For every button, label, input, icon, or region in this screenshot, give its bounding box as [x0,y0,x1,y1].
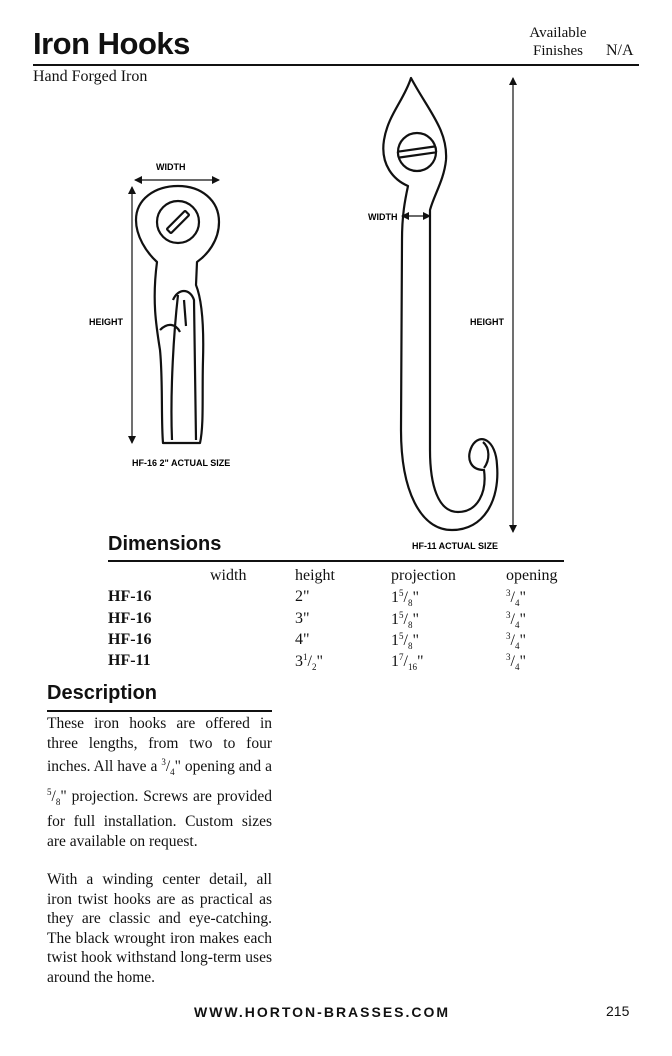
hf11-caption: HF-11 ACTUAL SIZE [412,541,499,551]
table-row-opening: $^3/_4$" [506,610,526,630]
table-row-opening: $^3/_4$" [506,631,526,651]
table-row-projection: $1^5/_8$" [391,610,419,630]
table-row-projection: $1^5/_8$" [391,631,419,651]
table-row-projection: $1^7/_{16}$" [391,652,424,672]
hf11-hook-drawing [383,78,497,530]
footer-url[interactable]: WWW.HORTON-BRASSES.COM [194,1004,451,1020]
hf16-caption: HF-16 2" ACTUAL SIZE [132,458,231,468]
description-title: Description [47,682,158,704]
dimensions-title: Dimensions [108,533,222,555]
table-row-model: HF-16 [108,588,152,605]
description-body [47,714,272,1006]
hf11-height-label: HEIGHT [470,317,505,327]
table-row-model: HF-16 [108,631,152,648]
page-number: 215 [606,1003,630,1019]
table-row-height: 4" [295,631,310,648]
hf11-width-label: WIDTH [368,212,398,222]
finishes-label-line2: Finishes [532,43,583,59]
table-row-height: 2" [295,588,310,605]
table-row-opening: $^3/_4$" [506,588,526,608]
table-row-height: $3^1/_2$" [295,652,323,672]
table-row-model: HF-11 [108,652,151,669]
description-paragraph-2: With a winding center detail, all iron twist hooks are as practical as they are classic and eye-catching. The black wrought iron makes each twist hook withstand long-term uses around the home. [47,871,272,986]
table-row-projection: $1^5/_8$" [391,588,419,608]
finishes-value: N/A [606,42,634,59]
hf16-hook-drawing [136,186,219,443]
table-row-model: HF-16 [108,610,152,627]
table-row-height: 3" [295,610,310,627]
col-header-opening: opening [506,567,558,584]
col-header-projection: projection [391,567,456,584]
col-header-width: width [210,567,247,584]
dimensions-rule [108,560,564,562]
description-rule [47,710,272,712]
page-title: Iron Hooks [33,26,190,61]
description-paragraph-1: These iron hooks are offered in three lengths, from two to four inches. All have a $^3/_4$" opening and a $^5/_8$" projection. Screws are provided for full installation. Custom sizes are available on request. [47,715,272,850]
finishes-label-line1: Available [529,25,587,41]
hf16-width-label: WIDTH [156,162,186,172]
hf16-height-label: HEIGHT [89,317,124,327]
col-header-height: height [295,567,335,584]
subtitle: Hand Forged Iron [33,68,148,85]
table-row-opening: $^3/_4$" [506,652,526,672]
